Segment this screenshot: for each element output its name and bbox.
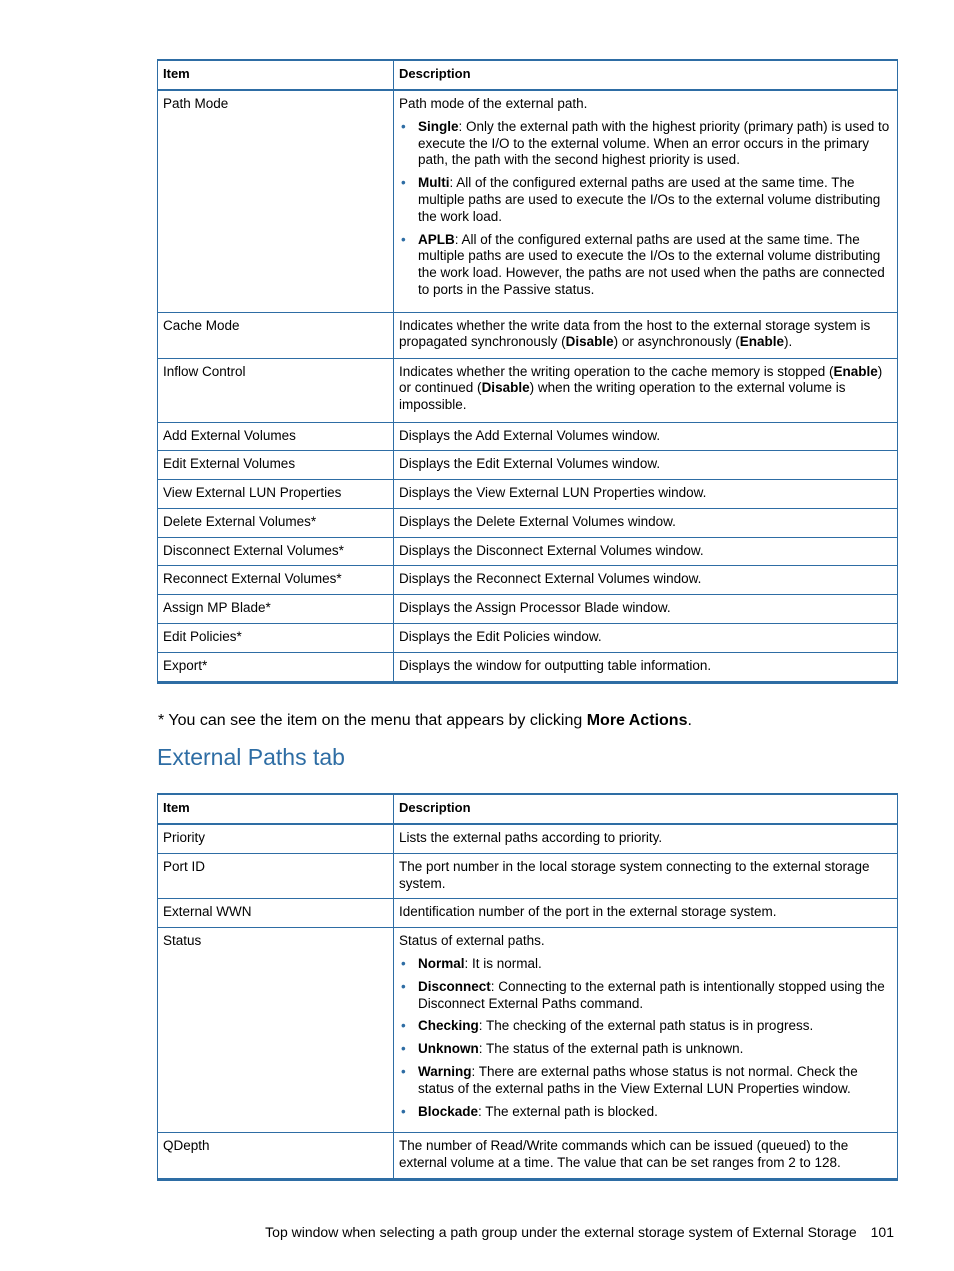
bold-term: Enable <box>739 334 784 350</box>
table-row <box>158 480 898 509</box>
bullet-list <box>399 956 891 1120</box>
table-row <box>158 824 898 853</box>
bold-term: Enable <box>833 363 878 379</box>
term: Normal <box>418 955 465 971</box>
item-cell: Assign MP Blade* <box>158 595 394 624</box>
text-part: ) or continued ( <box>399 363 883 396</box>
term-text: : There are external paths whose status is not normal. Check the status of the external paths in the View External LUN Properties window. <box>418 1063 858 1096</box>
bold-term: Disable <box>481 380 530 396</box>
description-intro: Path mode of the external path. <box>399 96 588 111</box>
description-intro: Status of external paths. <box>399 933 545 949</box>
list-item <box>399 956 891 973</box>
term: Blockade <box>418 1103 479 1119</box>
external-paths-table <box>157 793 898 1181</box>
item-cell: Edit Policies* <box>158 624 394 653</box>
item-cell: Reconnect External Volumes* <box>158 566 394 595</box>
column-header-description: Description <box>394 60 898 90</box>
description-cell: Displays the Edit Policies window. <box>394 624 898 653</box>
description-cell <box>394 358 898 422</box>
column-header-description: Description <box>394 794 898 824</box>
table-row <box>158 1133 898 1180</box>
text-part: Indicates whether the write data from the host to the external storage system is propagated synchronously ( <box>399 317 871 350</box>
list-item <box>399 979 891 1013</box>
description-cell: The port number in the local storage system connecting to the external storage system. <box>394 853 898 899</box>
table-row <box>158 928 898 1133</box>
list-item <box>399 119 891 169</box>
description-cell <box>394 312 898 358</box>
description-cell: Displays the Disconnect External Volumes window. <box>394 537 898 566</box>
table-row <box>158 566 898 595</box>
item-cell: Delete External Volumes* <box>158 508 394 537</box>
column-header-item: Item <box>158 794 394 824</box>
column-header-item: Item <box>158 60 394 90</box>
description-cell: Identification number of the port in the external storage system. <box>394 899 898 928</box>
footnote <box>158 711 692 731</box>
item-cell: Cache Mode <box>158 312 394 358</box>
footer-text: Top window when selecting a path group under the external storage system of External Storage <box>265 1224 857 1240</box>
table-row <box>158 624 898 653</box>
list-item <box>399 175 891 225</box>
item-cell: External WWN <box>158 899 394 928</box>
description-cell <box>394 90 898 312</box>
section-title: External Paths tab <box>157 744 345 770</box>
item-cell: View External LUN Properties <box>158 480 394 509</box>
item-cell: Priority <box>158 824 394 853</box>
term-text: : The external path is blocked. <box>478 1103 658 1119</box>
term: Multi <box>418 175 450 191</box>
term-text: : All of the configured external paths are used at the same time. The multiple paths are used to execute the I/Os to the external volume distributing the work load. <box>418 175 881 224</box>
description-cell: The number of Read/Write commands which can be issued (queued) to the external volume at a time. The value that can be set ranges from 2 to 128. <box>394 1133 898 1180</box>
description-cell: Displays the Edit External Volumes window. <box>394 451 898 480</box>
text-part: ) or asynchronously ( <box>613 334 740 350</box>
footnote-text: * You can see the item on the menu that appears by clicking <box>158 712 587 729</box>
table-header-row <box>158 60 898 90</box>
item-cell: Export* <box>158 652 394 682</box>
term-text: : All of the configured external paths are used at the same time. The multiple paths are used to execute the I/Os to the external volume distributing the work load. However, the paths are not used when the paths are connected to ports in the Passive status. <box>418 231 885 297</box>
description-cell: Displays the Delete External Volumes window. <box>394 508 898 537</box>
footnote-suffix: . <box>687 712 692 729</box>
table-row <box>158 853 898 899</box>
term: Checking <box>418 1018 479 1034</box>
list-item <box>399 1064 891 1098</box>
text-part: Indicates whether the writing operation to the cache memory is stopped ( <box>399 363 834 379</box>
table-row <box>158 595 898 624</box>
item-cell: Port ID <box>158 853 394 899</box>
table-row <box>158 652 898 682</box>
item-cell: Add External Volumes <box>158 422 394 451</box>
item-cell: Edit External Volumes <box>158 451 394 480</box>
description-cell: Displays the Reconnect External Volumes window. <box>394 566 898 595</box>
text-part: ) when the writing operation to the external volume is impossible. <box>399 380 846 413</box>
list-item <box>399 1104 891 1121</box>
item-cell: Path Mode <box>158 90 394 312</box>
description-cell: Displays the Assign Processor Blade window. <box>394 595 898 624</box>
properties-table <box>157 59 898 684</box>
bold-term: Disable <box>565 334 614 350</box>
term-text: : The checking of the external path status is in progress. <box>478 1018 814 1034</box>
footnote-bold: More Actions <box>586 712 688 729</box>
description-cell: Displays the window for outputting table information. <box>394 652 898 682</box>
page-footer <box>265 1223 894 1241</box>
list-item <box>399 1018 891 1035</box>
table-row <box>158 899 898 928</box>
term: Disconnect <box>418 978 491 994</box>
item-cell: Status <box>158 928 394 1133</box>
table-row <box>158 90 898 312</box>
description-cell: Lists the external paths according to priority. <box>394 824 898 853</box>
text-part: ). <box>783 334 793 350</box>
table-row <box>158 422 898 451</box>
term: Warning <box>418 1063 472 1079</box>
table-row <box>158 312 898 358</box>
term-text: : The status of the external path is unknown. <box>478 1041 744 1057</box>
term: APLB <box>418 231 455 247</box>
bullet-list <box>399 119 891 299</box>
item-cell: QDepth <box>158 1133 394 1180</box>
term: Single <box>418 118 459 134</box>
term-text: : Only the external path with the highest priority (primary path) is used to execute the I/O to the external volume. When an error occurs in the primary path, the path with the second highest priority is used. <box>418 118 890 168</box>
page-number: 101 <box>870 1224 894 1240</box>
table-header-row <box>158 794 898 824</box>
term-text: : Connecting to the external path is intentionally stopped using the Disconnect External Paths command. <box>418 978 885 1011</box>
term: Unknown <box>418 1041 479 1057</box>
table-row <box>158 537 898 566</box>
description-cell: Displays the View External LUN Properties window. <box>394 480 898 509</box>
list-item <box>399 1041 891 1058</box>
description-cell <box>394 928 898 1133</box>
table-row <box>158 451 898 480</box>
item-cell: Inflow Control <box>158 358 394 422</box>
item-cell: Disconnect External Volumes* <box>158 537 394 566</box>
term-text: : It is normal. <box>464 955 542 971</box>
description-cell: Displays the Add External Volumes window. <box>394 422 898 451</box>
table-row <box>158 508 898 537</box>
list-item <box>399 232 891 299</box>
table-row <box>158 358 898 422</box>
